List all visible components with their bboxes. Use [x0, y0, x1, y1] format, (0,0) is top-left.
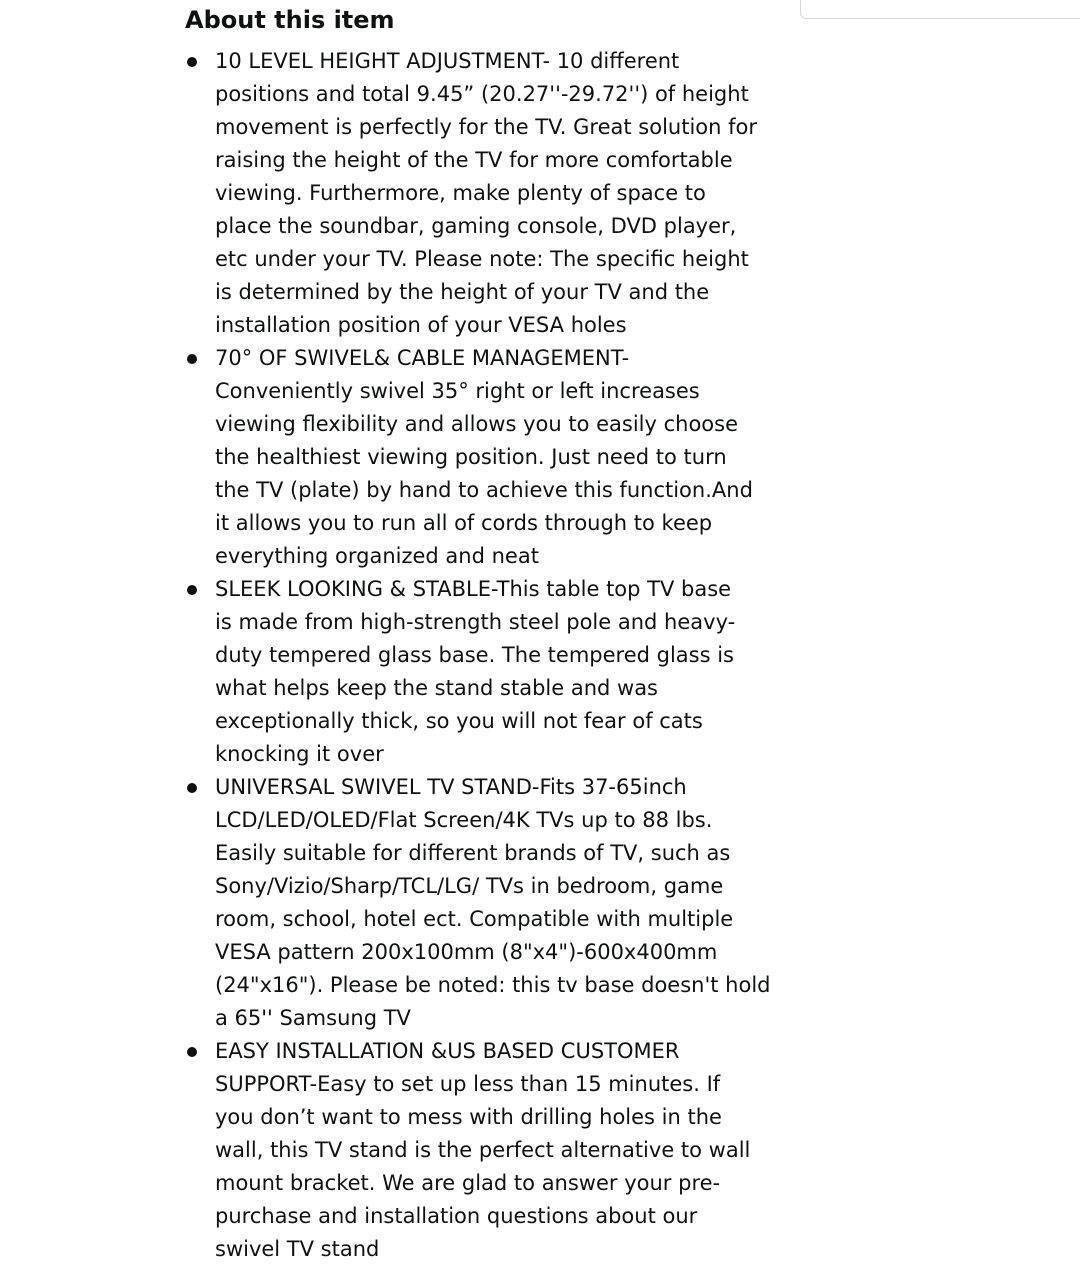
bullet-text-line: UNIVERSAL SWIVEL TV STAND-Fits 37-65inch — [215, 775, 687, 799]
bullet-text-line: is determined by the height of your TV and the — [215, 280, 710, 304]
bullet-text-line: LCD/LED/OLED/Flat Screen/4K TVs up to 88 lbs. — [215, 808, 713, 832]
bullet-text-line: a 65'' Samsung TV — [215, 1006, 411, 1030]
bullet-text-line: exceptionally thick, so you will not fear of cats — [215, 709, 703, 733]
bullet-text-line: it allows you to run all of cords through to keep — [215, 511, 713, 535]
bullet-text-line: 10 LEVEL HEIGHT ADJUSTMENT- 10 different — [215, 49, 680, 73]
buy-box-edge — [800, 0, 1080, 19]
bullet-text-line: 70° OF SWIVEL& CABLE MANAGEMENT- — [215, 346, 630, 370]
bullet-text-line: etc under your TV. Please note: The specific height — [215, 247, 749, 271]
bullet-text-line: what helps keep the stand stable and was — [215, 676, 658, 700]
bullet-dot-icon — [187, 1047, 197, 1057]
bullet-text-line: is made from high-strength steel pole and heavy- — [215, 610, 736, 634]
bullet-text-line: installation position of your VESA holes — [215, 313, 627, 337]
bullet-text-line: room, school, hotel ect. Compatible with multiple — [215, 907, 734, 931]
bullet-text-line: Easily suitable for different brands of TV, such as — [215, 841, 731, 865]
bullet-text-line: EASY INSTALLATION &US BASED CUSTOMER — [215, 1039, 680, 1063]
bullet-dot-icon — [187, 585, 197, 595]
bullet-text-line: viewing. Furthermore, make plenty of space to — [215, 181, 706, 205]
bullet-text-line: raising the height of the TV for more comfortable — [215, 148, 733, 172]
feature-bullet-list — [185, 45, 771, 1266]
about-this-item-heading: About this item — [185, 6, 395, 34]
bullet-text-line: viewing flexibility and allows you to easily choose — [215, 412, 739, 436]
bullet-dot-icon — [187, 354, 197, 364]
bullet-text-line: everything organized and neat — [215, 544, 539, 568]
bullet-text-line: SLEEK LOOKING & STABLE-This table top TV base — [215, 577, 732, 601]
feature-bullet — [185, 342, 765, 573]
bullet-text-line: mount bracket. We are glad to answer your pre- — [215, 1171, 721, 1195]
bullet-text-line: purchase and installation questions about our — [215, 1204, 698, 1228]
bullet-text-line: wall, this TV stand is the perfect alternative to wall — [215, 1138, 751, 1162]
bullet-text-line: place the soundbar, gaming console, DVD player, — [215, 214, 737, 238]
bullet-text-line: positions and total 9.45” (20.27''-29.72'') of height — [215, 82, 749, 106]
bullet-text-line: the TV (plate) by hand to achieve this function.And — [215, 478, 753, 502]
bullet-text-line: VESA pattern 200x100mm (8"x4")-600x400mm — [215, 940, 718, 964]
bullet-text-line: (24"x16"). Please be noted: this tv base doesn't hold — [215, 973, 771, 997]
bullet-text-line: SUPPORT-Easy to set up less than 15 minutes. If — [215, 1072, 721, 1096]
bullet-dot-icon — [187, 57, 197, 67]
bullet-text-line: swivel TV stand — [215, 1237, 380, 1261]
bullet-text-line: the healthiest viewing position. Just need to turn — [215, 445, 727, 469]
bullet-text-line: knocking it over — [215, 742, 384, 766]
bullet-text-line: Sony/Vizio/Sharp/TCL/LG/ TVs in bedroom, game — [215, 874, 724, 898]
feature-bullet — [185, 573, 765, 771]
bullet-text-line: Conveniently swivel 35° right or left increases — [215, 379, 700, 403]
feature-bullet — [185, 1035, 765, 1266]
bullet-dot-icon — [187, 783, 197, 793]
buy-box-fragment — [823, 0, 839, 2]
feature-bullet — [185, 771, 771, 1035]
bullet-text-line: movement is perfectly for the TV. Great solution for — [215, 115, 757, 139]
bullet-text-line: duty tempered glass base. The tempered glass is — [215, 643, 734, 667]
bullet-text-line: you don’t want to mess with drilling holes in the — [215, 1105, 722, 1129]
feature-bullet — [185, 45, 765, 342]
